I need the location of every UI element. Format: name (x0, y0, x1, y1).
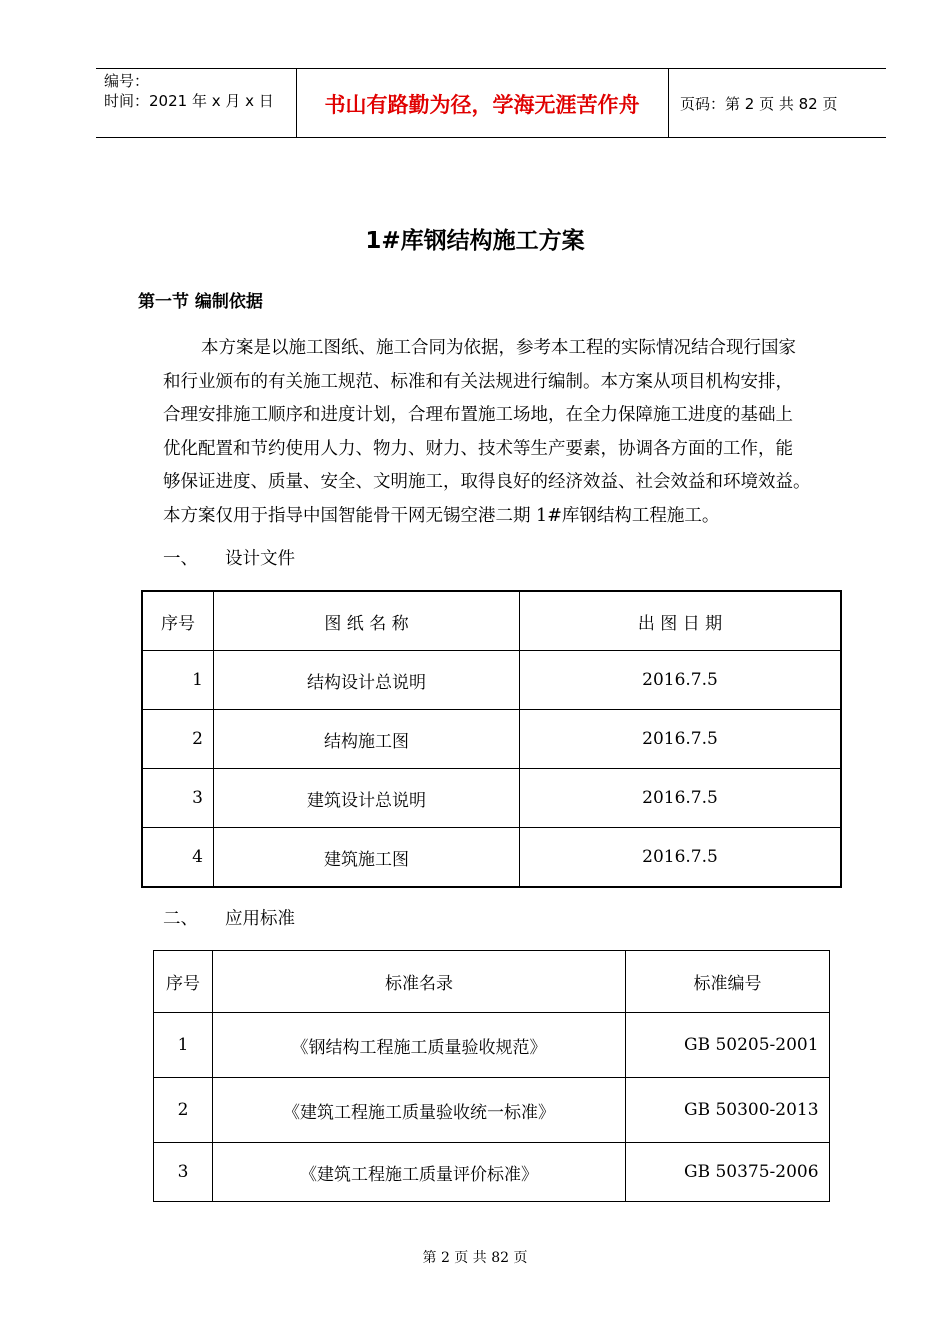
paragraph-line: 和行业颁布的有关施工规范、标准和有关法规进行编制。本方案从项目机构安排， (163, 371, 793, 392)
header-cell: 出 图 日 期 (520, 591, 842, 651)
issue-date: 2016.7.5 (520, 828, 842, 888)
header-cell: 图 纸 名 称 (214, 591, 520, 651)
row-number: 3 (142, 769, 214, 828)
subheading-standards (163, 905, 295, 930)
time-label: 时间：2021 年 x 月 x 日 (104, 92, 274, 110)
row-number: 1 (154, 1013, 213, 1078)
table-header-row (142, 591, 841, 651)
standard-code: GB 50300-2013 (626, 1078, 830, 1143)
document-title: 1#库钢结构施工方案 (365, 228, 585, 254)
header-meta (104, 71, 274, 111)
standards-table (153, 950, 830, 1202)
drawing-name: 结构设计总说明 (214, 651, 520, 710)
header-cell: 标准名录 (213, 951, 626, 1013)
page-footer: 第 2 页 共 82 页 (422, 1250, 528, 1266)
issue-date: 2016.7.5 (520, 710, 842, 769)
design-files-table (141, 590, 842, 888)
standard-code: GB 50205-2001 (626, 1013, 830, 1078)
header-page-label: 页码：第 2 页 共 82 页 (680, 95, 838, 113)
standard-name: 《建筑工程施工质量评价标准》 (213, 1143, 626, 1202)
table-row (154, 1143, 830, 1202)
row-number: 2 (154, 1078, 213, 1143)
row-number: 2 (142, 710, 214, 769)
table-row (154, 1078, 830, 1143)
header-divider (668, 69, 669, 137)
page-header (96, 68, 886, 138)
drawing-name: 结构施工图 (214, 710, 520, 769)
issue-date: 2016.7.5 (520, 651, 842, 710)
header-motto: 书山有路勤为径，学海无涯苦作舟 (324, 93, 640, 117)
paragraph-line: 够保证进度、质量、安全、文明施工，取得良好的经济效益、社会效益和环境效益。 (163, 472, 811, 492)
subheading-number: 一、 (163, 549, 198, 569)
table-row (142, 828, 841, 888)
header-cell: 序号 (142, 591, 214, 651)
paragraph-line: 优化配置和节约使用人力、物力、财力、技术等生产要素，协调各方面的工作，能 (163, 438, 793, 459)
row-number: 3 (154, 1143, 213, 1202)
subheading-design-files (163, 545, 295, 570)
table-row (142, 769, 841, 828)
table-row (154, 1013, 830, 1078)
table-header-row (154, 951, 830, 1013)
section-heading: 第一节 编制依据 (138, 292, 263, 312)
subheading-label: 设计文件 (225, 549, 295, 569)
paragraph-line: 本方案是以施工图纸、施工合同为依据，参考本工程的实际情况结合现行国家 (201, 338, 796, 358)
number-label: 编号： (104, 72, 150, 90)
body-paragraph (163, 332, 893, 533)
row-number: 4 (142, 828, 214, 888)
standard-name: 《钢结构工程施工质量验收规范》 (213, 1013, 626, 1078)
drawing-name: 建筑设计总说明 (214, 769, 520, 828)
table-row (142, 651, 841, 710)
subheading-number: 二、 (163, 909, 198, 929)
table-row (142, 710, 841, 769)
row-number: 1 (142, 651, 214, 710)
header-cell: 序号 (154, 951, 213, 1013)
drawing-name: 建筑施工图 (214, 828, 520, 888)
header-cell: 标准编号 (626, 951, 830, 1013)
paragraph-line: 本方案仅用于指导中国智能骨干网无锡空港二期 1#库钢结构工程施工。 (163, 505, 720, 526)
standard-name: 《建筑工程施工质量验收统一标准》 (213, 1078, 626, 1143)
subheading-label: 应用标准 (225, 909, 295, 929)
issue-date: 2016.7.5 (520, 769, 842, 828)
standard-code: GB 50375-2006 (626, 1143, 830, 1202)
paragraph-line: 合理安排施工顺序和进度计划，合理布置施工场地，在全力保障施工进度的基础上 (163, 405, 793, 425)
